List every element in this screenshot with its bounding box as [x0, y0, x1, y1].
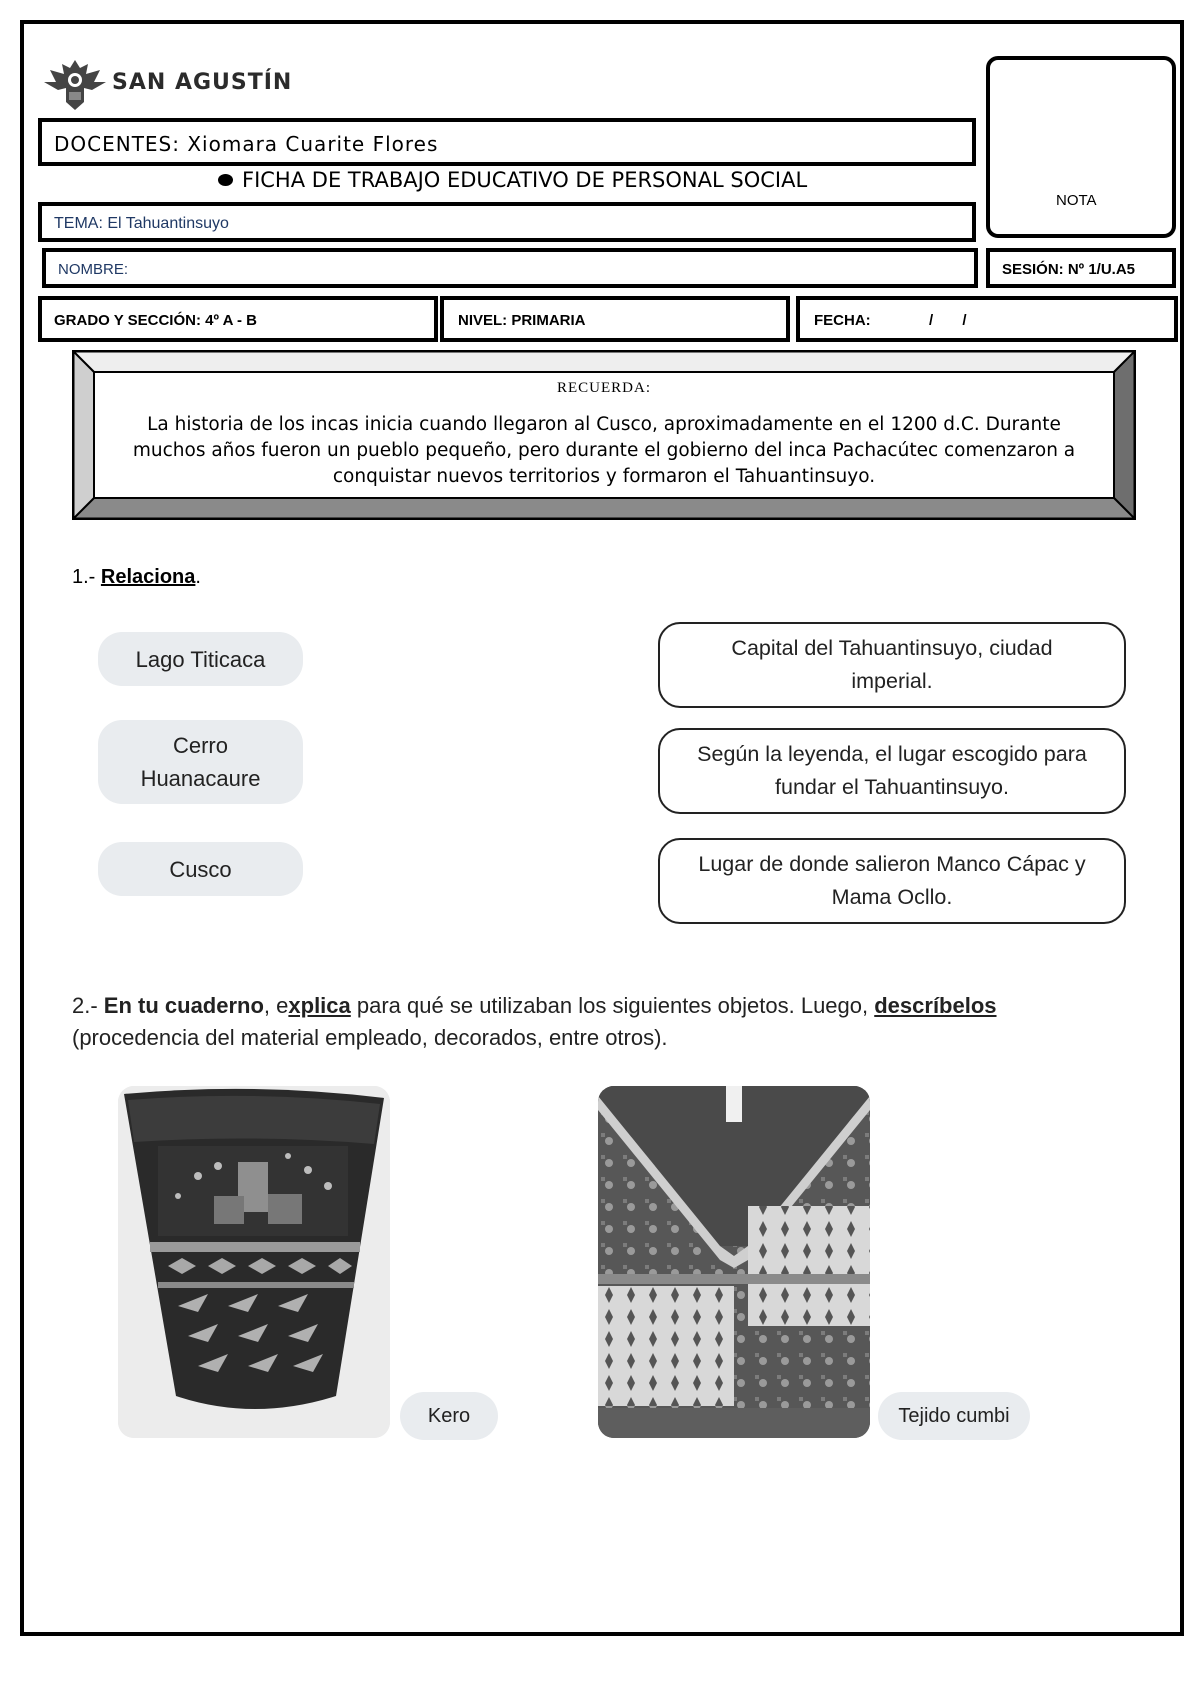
match-definition-origen[interactable]: Lugar de donde salieron Manco Cápac y Mama Ocllo. — [658, 838, 1126, 924]
match-item-cusco[interactable]: Cusco — [98, 842, 303, 896]
tema-label: TEMA: El Tahuantinsuyo — [54, 215, 229, 232]
question-2-text-3: (procedencia del material empleado, decorados, entre otros). — [72, 1025, 668, 1050]
grado-field — [38, 296, 438, 342]
logo-text: SAN AGUSTÍN — [112, 70, 293, 95]
nombre-field[interactable] — [42, 248, 978, 288]
fecha-label: FECHA: / / — [814, 312, 967, 329]
match-definition-capital[interactable]: Capital del Tahuantinsuyo, ciudad imperial. — [658, 622, 1126, 708]
bullet-icon — [218, 174, 233, 186]
fecha-field[interactable] — [796, 296, 1178, 342]
recuerda-title: RECUERDA: — [556, 380, 651, 396]
question-1-heading — [72, 566, 201, 589]
question-2-number: 2.- — [72, 993, 104, 1018]
worksheet-title: FICHA DE TRABAJO EDUCATIVO DE PERSONAL SOCIAL — [242, 168, 808, 192]
question-2-text-2: para qué se utilizaban los siguientes objetos. Luego, — [350, 993, 875, 1018]
match-item-cerro-huanacaure[interactable]: Cerro Huanacaure — [98, 720, 303, 804]
nivel-label: NIVEL: PRIMARIA — [458, 312, 586, 329]
nombre-label: NOMBRE: — [58, 261, 129, 278]
grado-label: GRADO Y SECCIÓN: 4º A - B — [54, 312, 258, 329]
docentes-field — [38, 118, 976, 166]
question-2-bold-describelos: descríbelos — [874, 993, 997, 1018]
eagle-emblem-icon — [40, 56, 110, 112]
kero-image — [118, 1086, 390, 1438]
question-1-number: 1.- — [72, 566, 101, 588]
question-2-text-1: , e — [263, 993, 289, 1018]
question-2-bold-explica: xplica — [288, 993, 351, 1018]
tema-field — [38, 202, 976, 242]
docentes-label: DOCENTES: Xiomara Cuarite Flores — [54, 132, 439, 156]
sesion-field — [986, 248, 1176, 288]
tejido-cumbi-image — [598, 1086, 870, 1438]
match-item-lago-titicaca[interactable]: Lago Titicaca — [98, 632, 303, 686]
sesion-label: SESIÓN: Nº 1/U.A5 — [1002, 261, 1136, 278]
nota-label: NOTA — [1056, 192, 1097, 209]
match-definition-leyenda[interactable]: Según la leyenda, el lugar escogido para fundar el Tahuantinsuyo. — [658, 728, 1126, 814]
caption-kero: Kero — [400, 1392, 498, 1440]
question-1-period: . — [195, 566, 201, 588]
nivel-field — [440, 296, 790, 342]
nota-box[interactable] — [986, 56, 1176, 238]
question-2-bold-cuaderno: En tu cuaderno — [103, 993, 264, 1018]
question-1-instruction: Relaciona — [100, 566, 196, 588]
recuerda-text: La historia de los incas inicia cuando llegaron al Cusco, aproximadamente en el 1200 d.C. Durante muchos años fueron un pueblo pequeño, pero durante el gobierno del inca Pachacútec comenzaron a conquistar nuevos territorios y formaron el Tahuantinsuyo. — [132, 414, 1076, 487]
question-2-text — [72, 990, 1112, 1054]
caption-tejido-cumbi: Tejido cumbi — [878, 1392, 1030, 1440]
